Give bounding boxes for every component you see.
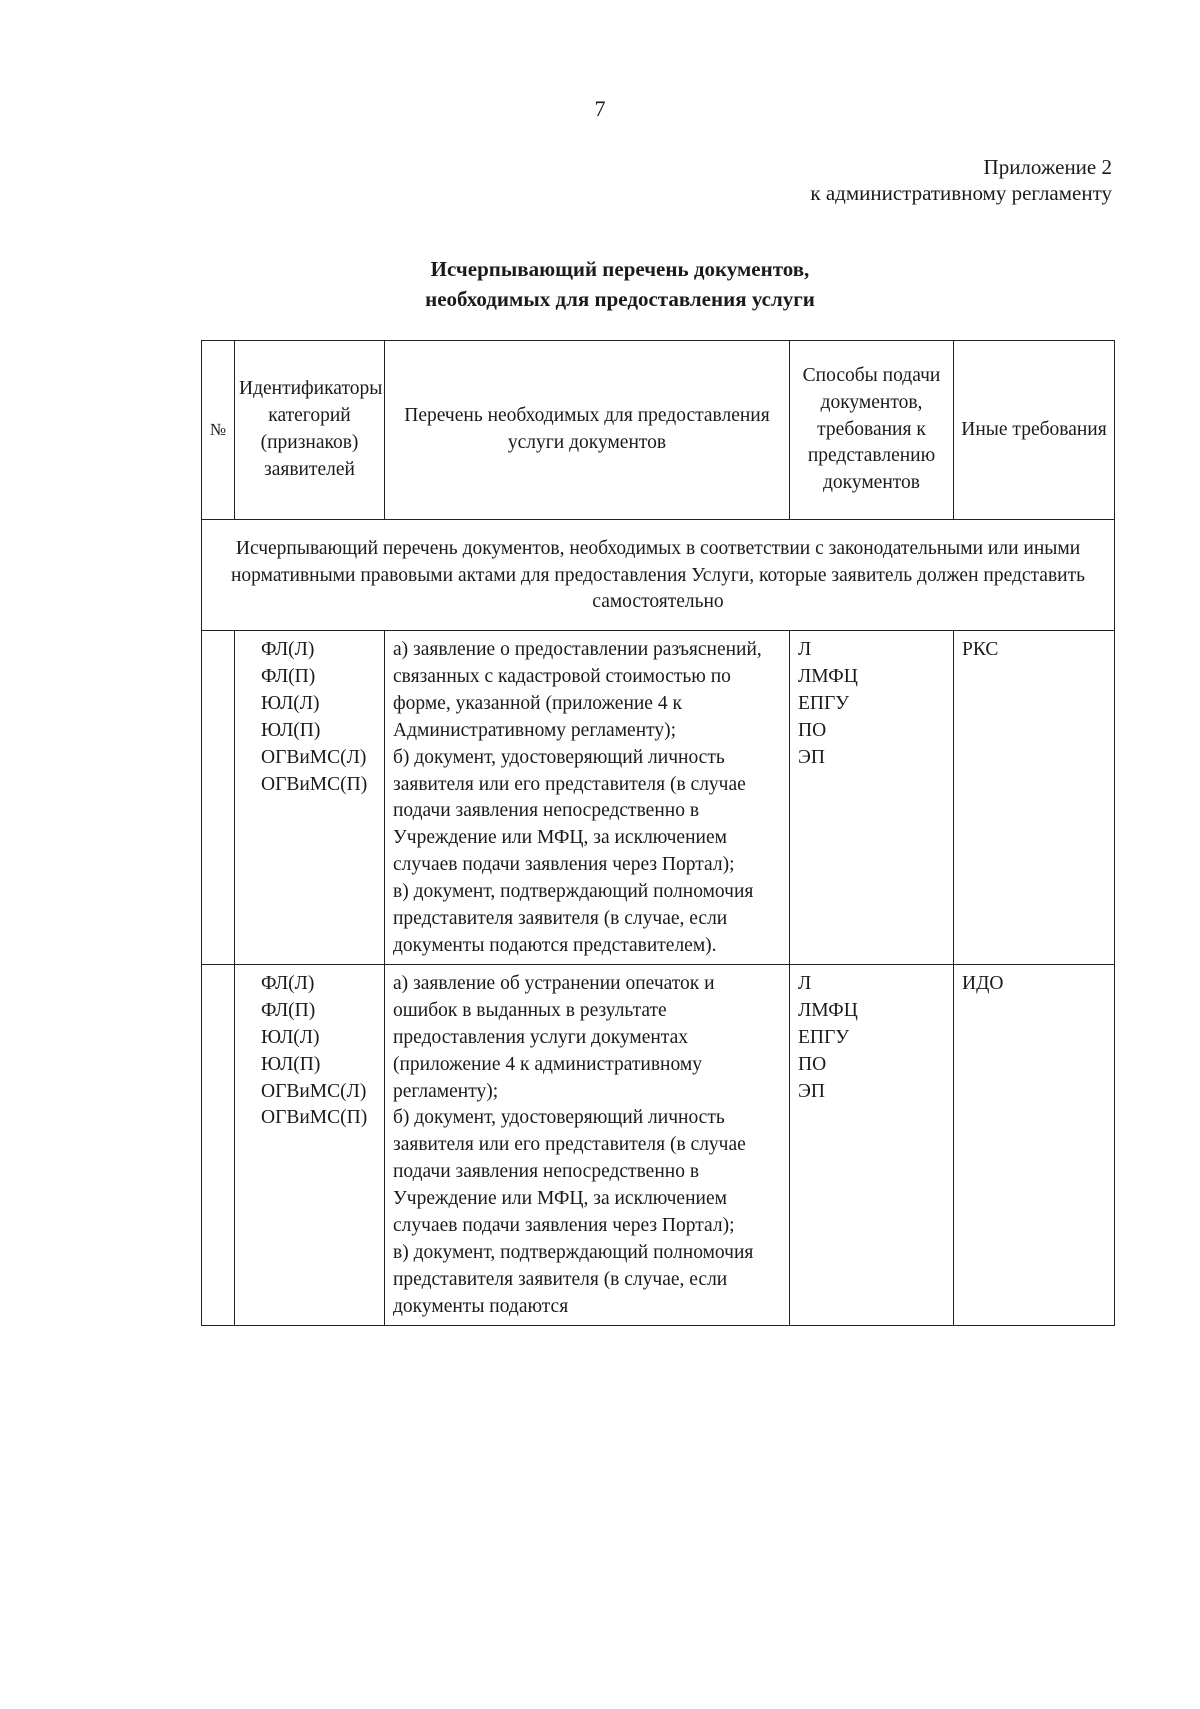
category-code: ОГВиМС(П): [261, 1107, 368, 1129]
header-methods: Способы подачи документов, требования к представлению документов: [790, 341, 954, 520]
row-categories: [235, 631, 385, 965]
section-heading: Исчерпывающий перечень документов, необходимых в соответствии с законодательными или иными нормативными правовыми актами для предоставления Услуги, которые заявитель должен представить самостоятельно: [202, 520, 1115, 631]
method-code: ПО: [798, 719, 827, 741]
row-categories: [235, 964, 385, 1325]
header-number: №: [202, 341, 235, 520]
row-methods: [790, 631, 954, 965]
appendix-line-1: Приложение 2: [983, 155, 1112, 179]
section-row: [202, 520, 1115, 631]
document-title-line-1: Исчерпывающий перечень документов,: [430, 257, 810, 281]
documents-table: [201, 340, 1115, 1326]
method-code: ЕПГУ: [798, 692, 850, 714]
method-code: ЭП: [798, 1080, 825, 1102]
requirement-code: ИДО: [962, 972, 1004, 994]
table-header-row: [202, 341, 1115, 520]
header-categories: Идентификаторы категорий (признаков) заявителей: [235, 341, 385, 520]
category-code: ФЛ(П): [261, 665, 316, 687]
header-other-requirements: Иные требования: [954, 341, 1115, 520]
row-other-requirements: [954, 631, 1115, 965]
category-code: ФЛ(Л): [261, 639, 315, 660]
header-documents: Перечень необходимых для предоставления услуги документов: [385, 341, 790, 520]
document-item: б) документ, удостоверяющий личность заявителя или его представителя (в случае подачи заявления непосредственно в Учреждение или МФЦ, за исключением случаев подачи заявления через Портал);: [393, 1107, 746, 1237]
category-code: ЮЛ(Л): [261, 692, 320, 714]
category-code: ОГВиМС(П): [261, 773, 368, 795]
method-code: Л: [798, 639, 812, 660]
category-code: ОГВиМС(Л): [261, 746, 367, 768]
method-code: ЛМФЦ: [798, 999, 858, 1021]
category-code: ФЛ(Л): [261, 972, 315, 994]
method-code: ПО: [798, 1053, 827, 1075]
appendix-reference: [810, 154, 1112, 207]
requirement-code: РКС: [962, 639, 999, 660]
document-item: в) документ, подтверждающий полномочия представителя заявителя (в случае, если документы подаются: [393, 1241, 754, 1317]
page-number: 7: [594, 96, 606, 121]
row-documents: [385, 964, 790, 1325]
document-item: в) документ, подтверждающий полномочия представителя заявителя (в случае, если документы подаются представителем).: [393, 881, 754, 956]
category-code: ЮЛ(Л): [261, 1026, 320, 1048]
document-title-line-2: необходимых для предоставления услуги: [425, 287, 815, 312]
document-item: а) заявление о предоставлении разъяснений, связанных с кадастровой стоимостью по форме, указанной (приложение 4 к Административному регламенту);: [393, 639, 762, 741]
table-row: [202, 631, 1115, 965]
category-code: ЮЛ(П): [261, 719, 321, 741]
document-item: а) заявление об устранении опечаток и ошибок в выданных в результате предоставления услуги документах (приложение 4 к административному регламенту);: [393, 972, 715, 1102]
row-number: [202, 631, 235, 965]
row-methods: [790, 964, 954, 1325]
table-row: [202, 964, 1115, 1325]
document-title: [0, 254, 1200, 315]
category-code: ОГВиМС(Л): [261, 1080, 367, 1102]
method-code: ЭП: [798, 746, 825, 768]
method-code: ЛМФЦ: [798, 665, 858, 687]
method-code: Л: [798, 972, 812, 994]
category-code: ФЛ(П): [261, 999, 316, 1021]
document-item: б) документ, удостоверяющий личность заявителя или его представителя (в случае подачи заявления непосредственно в Учреждение или МФЦ, за исключением случаев подачи заявления через Портал);: [393, 746, 746, 876]
appendix-line-2: к административному регламенту: [810, 181, 1112, 206]
method-code: ЕПГУ: [798, 1026, 850, 1048]
category-code: ЮЛ(П): [261, 1053, 321, 1075]
row-number: [202, 964, 235, 1325]
row-documents: [385, 631, 790, 965]
row-other-requirements: [954, 964, 1115, 1325]
